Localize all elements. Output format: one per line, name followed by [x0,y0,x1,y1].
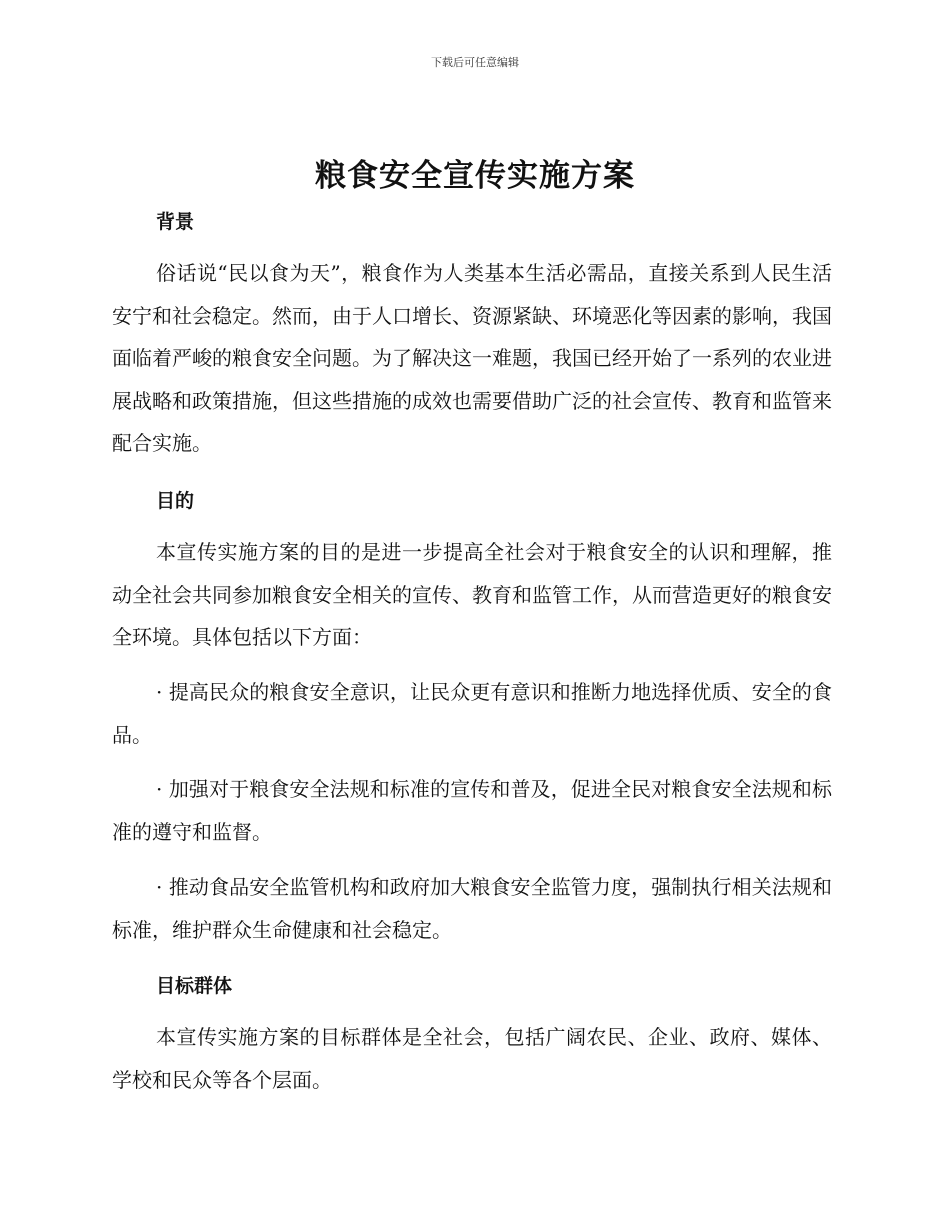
section-heading-background: 背景 [156,211,195,233]
section-heading-target-group: 目标群体 [156,975,233,997]
background-paragraph: 俗话说“民以食为天”，粮食作为人类基本生活必需品，直接关系到人民生活安宁和社会稳定。然而，由于人口增长、资源紧缺、环境恶化等因素的影响，我国面临着严峻的粮食安全问题。为了解决这一难题，我国已经开始了一系列的农业进展战略和政策措施，但这些措施的成效也需要借助广泛的社会宣传、教育和监管来配合实施。 [112,261,832,455]
purpose-paragraph: 本宣传实施方案的目的是进一步提高全社会对于粮食安全的认识和理解，推动全社会共同参加粮食安全相关的宣传、教育和监管工作，从而营造更好的粮食安全环境。具体包括以下方面： [112,540,832,649]
purpose-bullet-2: · 加强对于粮食安全法规和标准的宣传和普及，促进全民对粮食安全法规和标准的遵守和监督。 [112,777,832,844]
purpose-bullet-1: · 提高民众的粮食安全意识，让民众更有意识和推断力地选择优质、安全的食品。 [112,680,832,747]
document-title: 粮食安全宣传实施方案 [315,158,635,194]
page-header-note: 下载后可任意编辑 [431,56,519,69]
target-group-paragraph: 本宣传实施方案的目标群体是全社会，包括广阔农民、企业、政府、媒体、学校和民众等各个层面。 [112,1025,832,1092]
purpose-bullet-3: · 推动食品安全监管机构和政府加大粮食安全监管力度，强制执行相关法规和标准，维护群众生命健康和社会稳定。 [112,875,832,942]
section-heading-purpose: 目的 [156,490,195,512]
